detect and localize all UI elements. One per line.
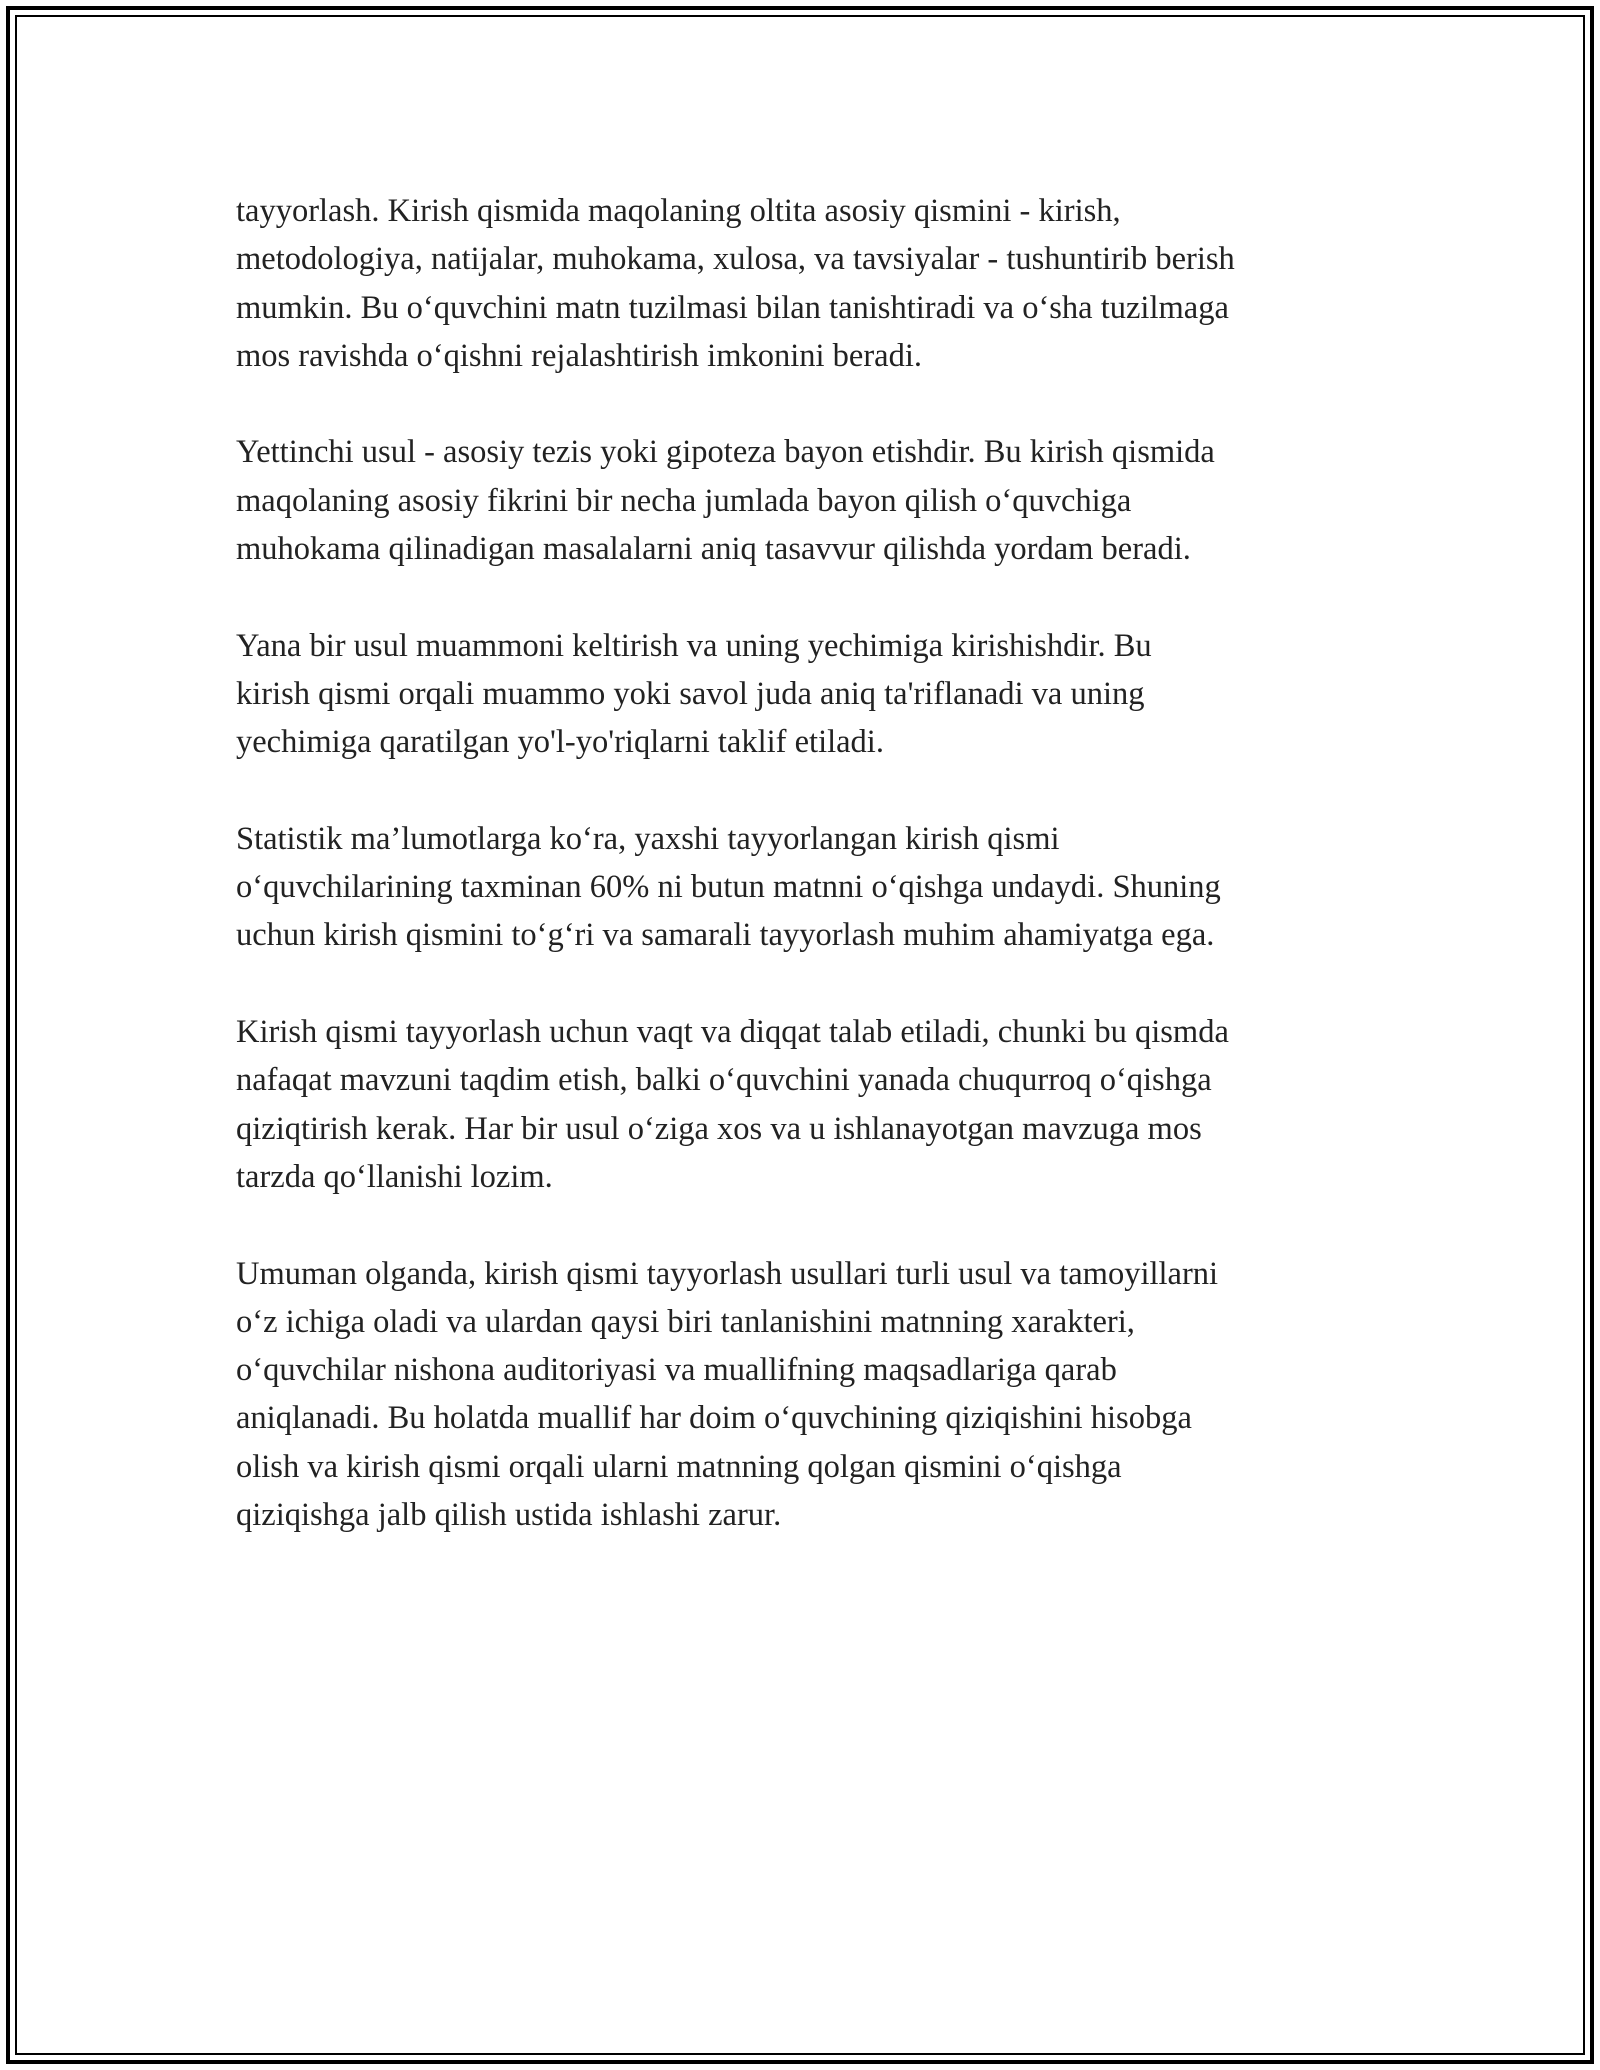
document-body xyxy=(236,187,1396,1588)
text-line: maqolaning asosiy fikrini bir necha jumlada bayon qilish o‘quvchiga xyxy=(236,482,1132,519)
text-line: kirish qismi orqali muammo yoki savol juda aniq ta'riflanadi va uning xyxy=(236,675,1145,712)
paragraph-3 xyxy=(236,622,1396,767)
text-line: mos ravishda o‘qishni rejalashtirish imkonini beradi. xyxy=(236,337,922,374)
paragraph-1 xyxy=(236,187,1396,380)
text-line: yechimiga qaratilgan yo'l-yo'riqlarni taklif etiladi. xyxy=(236,724,884,761)
paragraph-2 xyxy=(236,428,1396,573)
text-line: Statistik ma’lumotlarga ko‘ra, yaxshi tayyorlangan kirish qismi xyxy=(236,820,1060,857)
text-line: o‘quvchilar nishona auditoriyasi va muallifning maqsadlariga qarab xyxy=(236,1352,1117,1389)
text-line: Yettinchi usul - asosiy tezis yoki gipoteza bayon etishdir. Bu kirish qismida xyxy=(236,434,1215,471)
text-line: qiziqishga jalb qilish ustida ishlashi zarur. xyxy=(236,1497,782,1534)
text-line: Umuman olganda, kirish qismi tayyorlash usullari turli usul va tamoyillarni xyxy=(236,1255,1219,1292)
text-line: muhokama qilinadigan masalalarni aniq tasavvur qilishda yordam beradi. xyxy=(236,531,1191,568)
text-line: uchun kirish qismini to‘g‘ri va samarali tayyorlash muhim ahamiyatga ega. xyxy=(236,917,1215,954)
text-line: tayyorlash. Kirish qismida maqolaning oltita asosiy qismini - kirish, xyxy=(236,193,1121,229)
text-line: metodologiya, natijalar, muhokama, xulosa, va tavsiyalar - tushuntirib berish xyxy=(236,241,1235,278)
text-line: mumkin. Bu o‘quvchini matn tuzilmasi bilan tanishtiradi va o‘sha tuzilmaga xyxy=(236,289,1229,326)
text-line: qiziqtirish kerak. Har bir usul o‘ziga xos va u ishlanayotgan mavzuga mos xyxy=(236,1110,1202,1147)
text-line: nafaqat mavzuni taqdim etish, balki o‘quvchini yanada chuqurroq o‘qishga xyxy=(236,1062,1212,1099)
paragraph-5 xyxy=(236,1008,1396,1201)
text-line: olish va kirish qismi orqali ularni matnning qolgan qismini o‘qishga xyxy=(236,1448,1122,1485)
text-line: o‘z ichiga oladi va ulardan qaysi biri tanlanishini matnning xarakteri, xyxy=(236,1303,1135,1340)
paragraph-6 xyxy=(236,1250,1396,1540)
text-line: aniqlanadi. Bu holatda muallif har doim o‘quvchining qiziqishini hisobga xyxy=(236,1400,1192,1437)
text-line: o‘quvchilarining taxminan 60% ni butun matnni o‘qishga undaydi. Shuning xyxy=(236,869,1221,906)
text-line: Kirish qismi tayyorlash uchun vaqt va diqqat talab etiladi, chunki bu qismda xyxy=(236,1014,1229,1051)
text-line: Yana bir usul muammoni keltirish va uning yechimiga kirishishdir. Bu xyxy=(236,627,1152,664)
paragraph-4 xyxy=(236,815,1396,960)
text-line: tarzda qo‘llanishi lozim. xyxy=(236,1158,553,1195)
